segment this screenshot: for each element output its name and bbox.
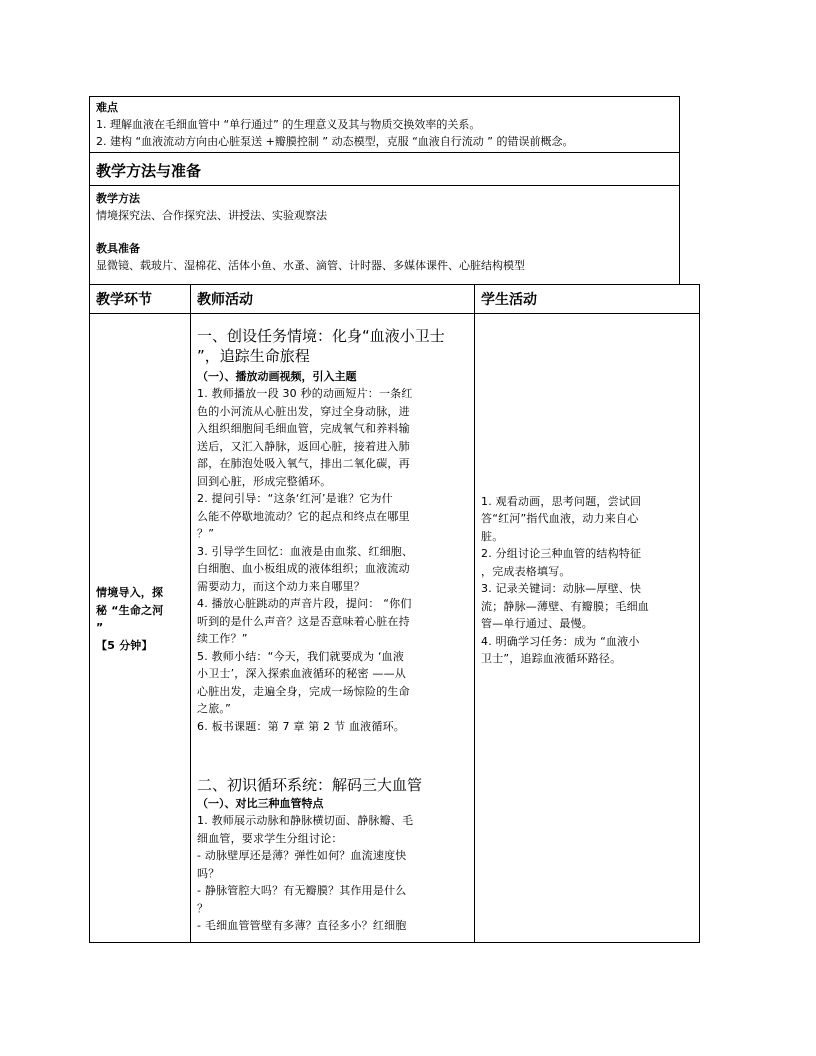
student-activity-line: ，完成表格填写。 bbox=[481, 564, 571, 578]
student-activity-line: 4. 明确学习任务：成为 “血液小 bbox=[481, 634, 640, 648]
section1-body-line: 小卫士’，深入探索血液循环的秘密 ——从 bbox=[197, 667, 406, 680]
section2-body-line: 吗？ bbox=[197, 866, 220, 880]
section1-body-line: 色的小河流从心脏出发，穿过全身动脉，进 bbox=[197, 404, 410, 418]
section2-body-line: 1. 教师展示动脉和静脉横切面、静脉瓣、毛 bbox=[197, 814, 414, 827]
student-activity-line: 3. 记录关键词：动脉—厚壁、快 bbox=[481, 582, 642, 595]
section1-body-line: 2. 提问引导：“这条‘红河’是谁？它为什 bbox=[197, 492, 393, 505]
student-activity-line: 1. 观看动画，思考问题，尝试回 bbox=[481, 494, 642, 508]
stage-duration: 【5 分钟】 bbox=[96, 638, 153, 652]
header-stage: 教学环节 bbox=[90, 285, 191, 314]
method-title: 教学方法 bbox=[96, 192, 140, 205]
section1-body-line: 么能不停歇地流动？它的起点和终点在哪里 bbox=[197, 509, 410, 523]
section1-body-line: 白细胞、血小板组成的液体组织；血液流动 bbox=[197, 562, 410, 575]
section1-body-line: 1. 教师播放一段 30 秒的动画短片：一条红 bbox=[197, 387, 413, 400]
stage-cell bbox=[90, 314, 191, 943]
section1-body-line: 之旅。” bbox=[197, 702, 231, 715]
student-activity-line: 答“红河”指代血液，动力来自心 bbox=[481, 512, 639, 525]
difficulty-title: 难点 bbox=[96, 101, 118, 114]
section1-body-line: 3. 引导学生回忆：血液是由血浆、红细胞、 bbox=[197, 544, 414, 558]
difficulty-item-2: 2. 建构 “血液流动方向由心脏泵送 +瓣膜控制 ” 动态模型，克服 “血液自行流动 ” 的错误前概念。 bbox=[96, 135, 574, 148]
lesson-table bbox=[89, 284, 700, 943]
stage-line-2: 秘 “生命之河 bbox=[96, 603, 164, 617]
student-activity-line: 2. 分组讨论三种血管的结构特征 bbox=[481, 547, 642, 560]
difficulty-section bbox=[89, 96, 680, 152]
stage-line-1: 情境导入，探 bbox=[96, 586, 164, 599]
header-teacher: 教师活动 bbox=[191, 285, 475, 314]
student-activity-cell bbox=[475, 314, 700, 943]
section2-title: 二、初识循环系统：解码三大血管 bbox=[197, 776, 423, 794]
section1-body-line: 需要动力，而这个动力来自哪里？ bbox=[197, 579, 365, 593]
section1-body bbox=[197, 385, 468, 735]
student-activity-line: 卫士”，追踪血液循环路径。 bbox=[481, 652, 622, 665]
student-activity-line: 管—单行通过、最慢。 bbox=[481, 617, 593, 630]
method-text: 情境探究法、合作探究法、讲授法、实验观察法 bbox=[96, 209, 327, 222]
stage-line-3: ” bbox=[96, 621, 104, 634]
student-activity-line: 流；静脉—薄壁、有瓣膜；毛细血 bbox=[481, 599, 649, 613]
section2-body-line: ？ bbox=[197, 901, 209, 915]
section2-body-line: - 动脉壁厚还是薄？弹性如何？血流速度快 bbox=[197, 849, 407, 862]
section1-body-line: ？” bbox=[197, 527, 215, 540]
section1-subtitle: （一）、播放动画视频，引入主题 bbox=[197, 370, 357, 383]
table-header-row bbox=[90, 285, 700, 314]
section1-body-line: 5. 教师小结：“今天，我们就要成为 ‘血液 bbox=[197, 649, 405, 663]
section1-body-line: 回到心脏，形成完整循环。 bbox=[197, 474, 332, 488]
section1-body-line: 续工作？” bbox=[197, 632, 248, 645]
teacher-activity-cell bbox=[191, 314, 475, 943]
table-row bbox=[90, 314, 700, 943]
section1-body-line: 心脏出发，走遍全身，完成一场惊险的生命 bbox=[197, 684, 410, 698]
section1-body-line: 送后，又汇入静脉，返回心脏，接着进入肺 bbox=[197, 439, 410, 453]
section2-body bbox=[197, 812, 468, 935]
student-body bbox=[475, 493, 699, 668]
methods-content bbox=[89, 185, 680, 284]
section1-body-line: 部，在肺泡处吸入氧气，排出二氧化碳，再 bbox=[197, 457, 410, 470]
section1-body-line: 入组织细胞间毛细血管，完成氧气和养料输 bbox=[197, 422, 410, 435]
section2-body-line: - 毛细血管管壁有多薄？直径多小？红细胞 bbox=[197, 919, 407, 932]
section2-body-line: 细血管，要求学生分组讨论： bbox=[197, 831, 343, 845]
section2-body-line: - 静脉管腔大吗？有无瓣膜？其作用是什么 bbox=[197, 884, 407, 897]
methods-heading: 教学方法与准备 bbox=[96, 162, 202, 180]
section1-body-line: 听到的是什么声音？这是否意味着心脏在持 bbox=[197, 614, 410, 628]
section1-body-line: 6. 板书课题：第 7 章 第 2 节 血液循环。 bbox=[197, 719, 405, 733]
difficulty-item-1: 1. 理解血液在毛细血管中 “单行通过” 的生理意义及其与物质交换效率的关系。 bbox=[96, 118, 481, 131]
tools-text: 显微镜、载玻片、湿棉花、活体小鱼、水蚤、滴管、计时器、多媒体课件、心脏结构模型 bbox=[96, 259, 525, 272]
tools-title: 教具准备 bbox=[96, 242, 140, 255]
section1-title-line2: ”，追踪生命旅程 bbox=[197, 347, 310, 365]
methods-heading-row bbox=[89, 152, 680, 185]
student-activity-line: 脏。 bbox=[481, 529, 504, 543]
section2-subtitle: （一）、对比三种血管特点 bbox=[197, 797, 324, 810]
section1-title-line1: 一、创设任务情境：化身“血液小卫士 bbox=[197, 327, 445, 345]
header-student: 学生活动 bbox=[475, 285, 700, 314]
section1-body-line: 4. 播放心脏跳动的声音片段，提问： “你们 bbox=[197, 597, 412, 610]
